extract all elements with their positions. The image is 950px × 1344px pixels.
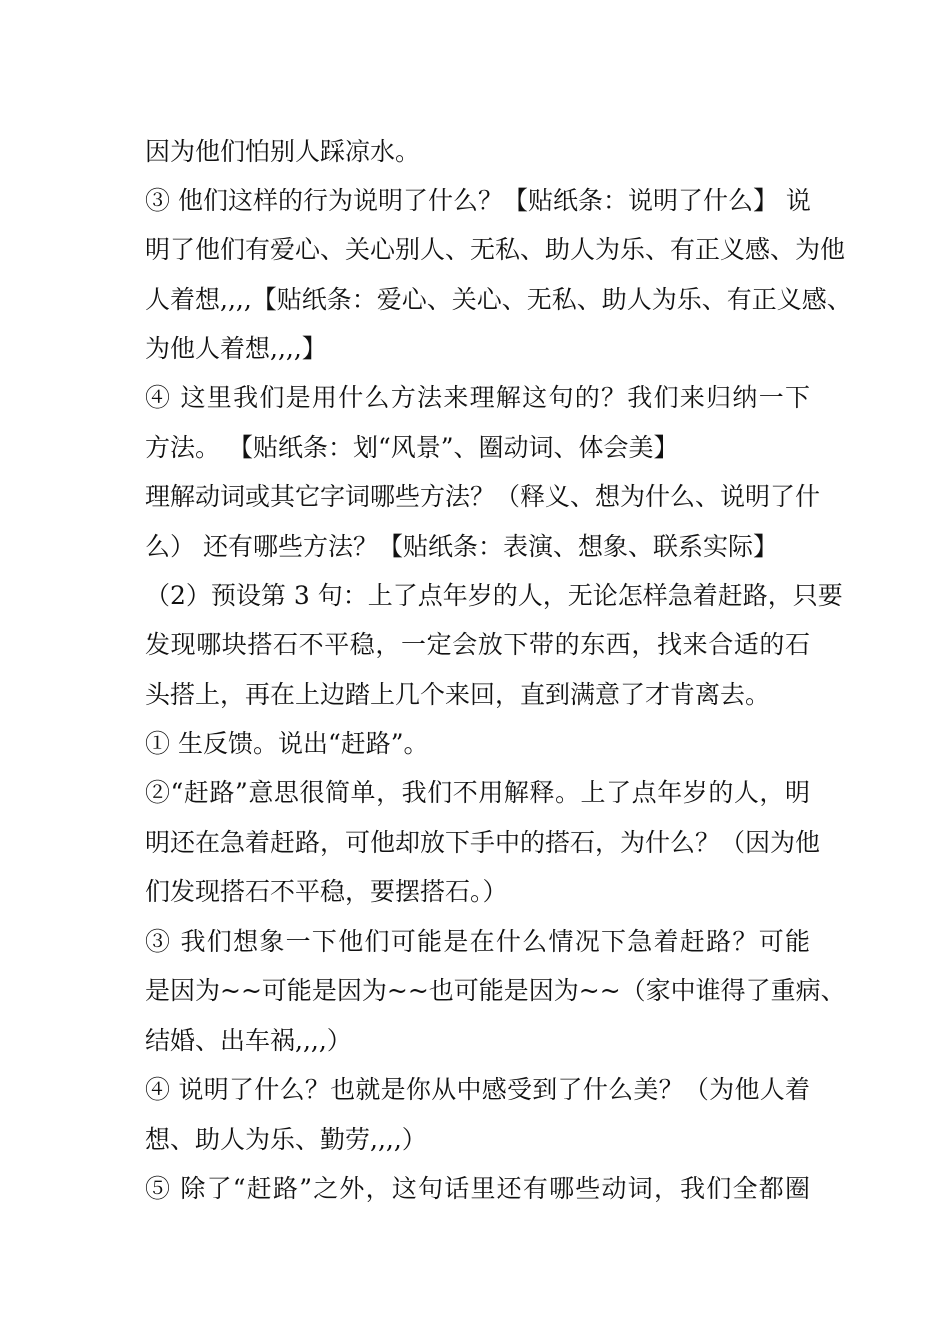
text-line: 是因为~~可能是因为~~也可能是因为~~（家中谁得了重病、 bbox=[145, 976, 846, 1005]
text-line: ⑤ 除了“赶路”之外，这句话里还有哪些动词，我们全都圈 bbox=[145, 1174, 810, 1203]
text-line: 们发现搭石不平稳，要摆搭石。） bbox=[145, 877, 508, 906]
text-line: （2）预设第 3 句：上了点年岁的人，无论怎样急着赶路，只要 bbox=[145, 581, 843, 610]
text-line: 头搭上，再在上边踏上几个来回，直到满意了才肯离去。 bbox=[145, 680, 771, 709]
text-line: 明了他们有爱心、关心别人、无私、助人为乐、有正义感、为他 bbox=[145, 235, 846, 264]
text-line: 么） 还有哪些方法？【贴纸条：表演、想象、联系实际】 bbox=[145, 532, 778, 561]
text-line: 人着想,,,,【贴纸条：爱心、关心、无私、助人为乐、有正义感、 bbox=[145, 285, 852, 314]
text-line: 方法。 【贴纸条：划“风景”、圈动词、体会美】 bbox=[145, 433, 679, 462]
text-line: ④ 说明了什么？也就是你从中感受到了什么美？（为他人着 bbox=[145, 1075, 810, 1104]
text-line: 明还在急着赶路，可他却放下手中的搭石，为什么？（因为他 bbox=[145, 828, 821, 857]
text-line: 结婚、出车祸,,,,） bbox=[145, 1026, 352, 1055]
text-line: 理解动词或其它字词哪些方法？（释义、想为什么、说明了什 bbox=[145, 482, 821, 511]
text-line: ②“赶路”意思很简单，我们不用解释。上了点年岁的人，明 bbox=[145, 778, 810, 807]
text-line: 因为他们怕别人踩凉水。 bbox=[145, 137, 421, 166]
text-line: 发现哪块搭石不平稳，一定会放下带的东西，找来合适的石 bbox=[145, 630, 810, 659]
text-line: 想、助人为乐、勤劳,,,,） bbox=[145, 1125, 427, 1154]
text-line: 为他人着想,,,,】 bbox=[145, 334, 327, 363]
text-line: ③ 我们想象一下他们可能是在什么情况下急着赶路？可能 bbox=[145, 927, 810, 956]
text-line: ① 生反馈。说出“赶路”。 bbox=[145, 729, 429, 758]
text-line: ③ 他们这样的行为说明了什么？【贴纸条：说明了什么】 说 bbox=[145, 186, 811, 215]
text-line: ④ 这里我们是用什么方法来理解这句的？我们来归纳一下 bbox=[145, 383, 810, 412]
